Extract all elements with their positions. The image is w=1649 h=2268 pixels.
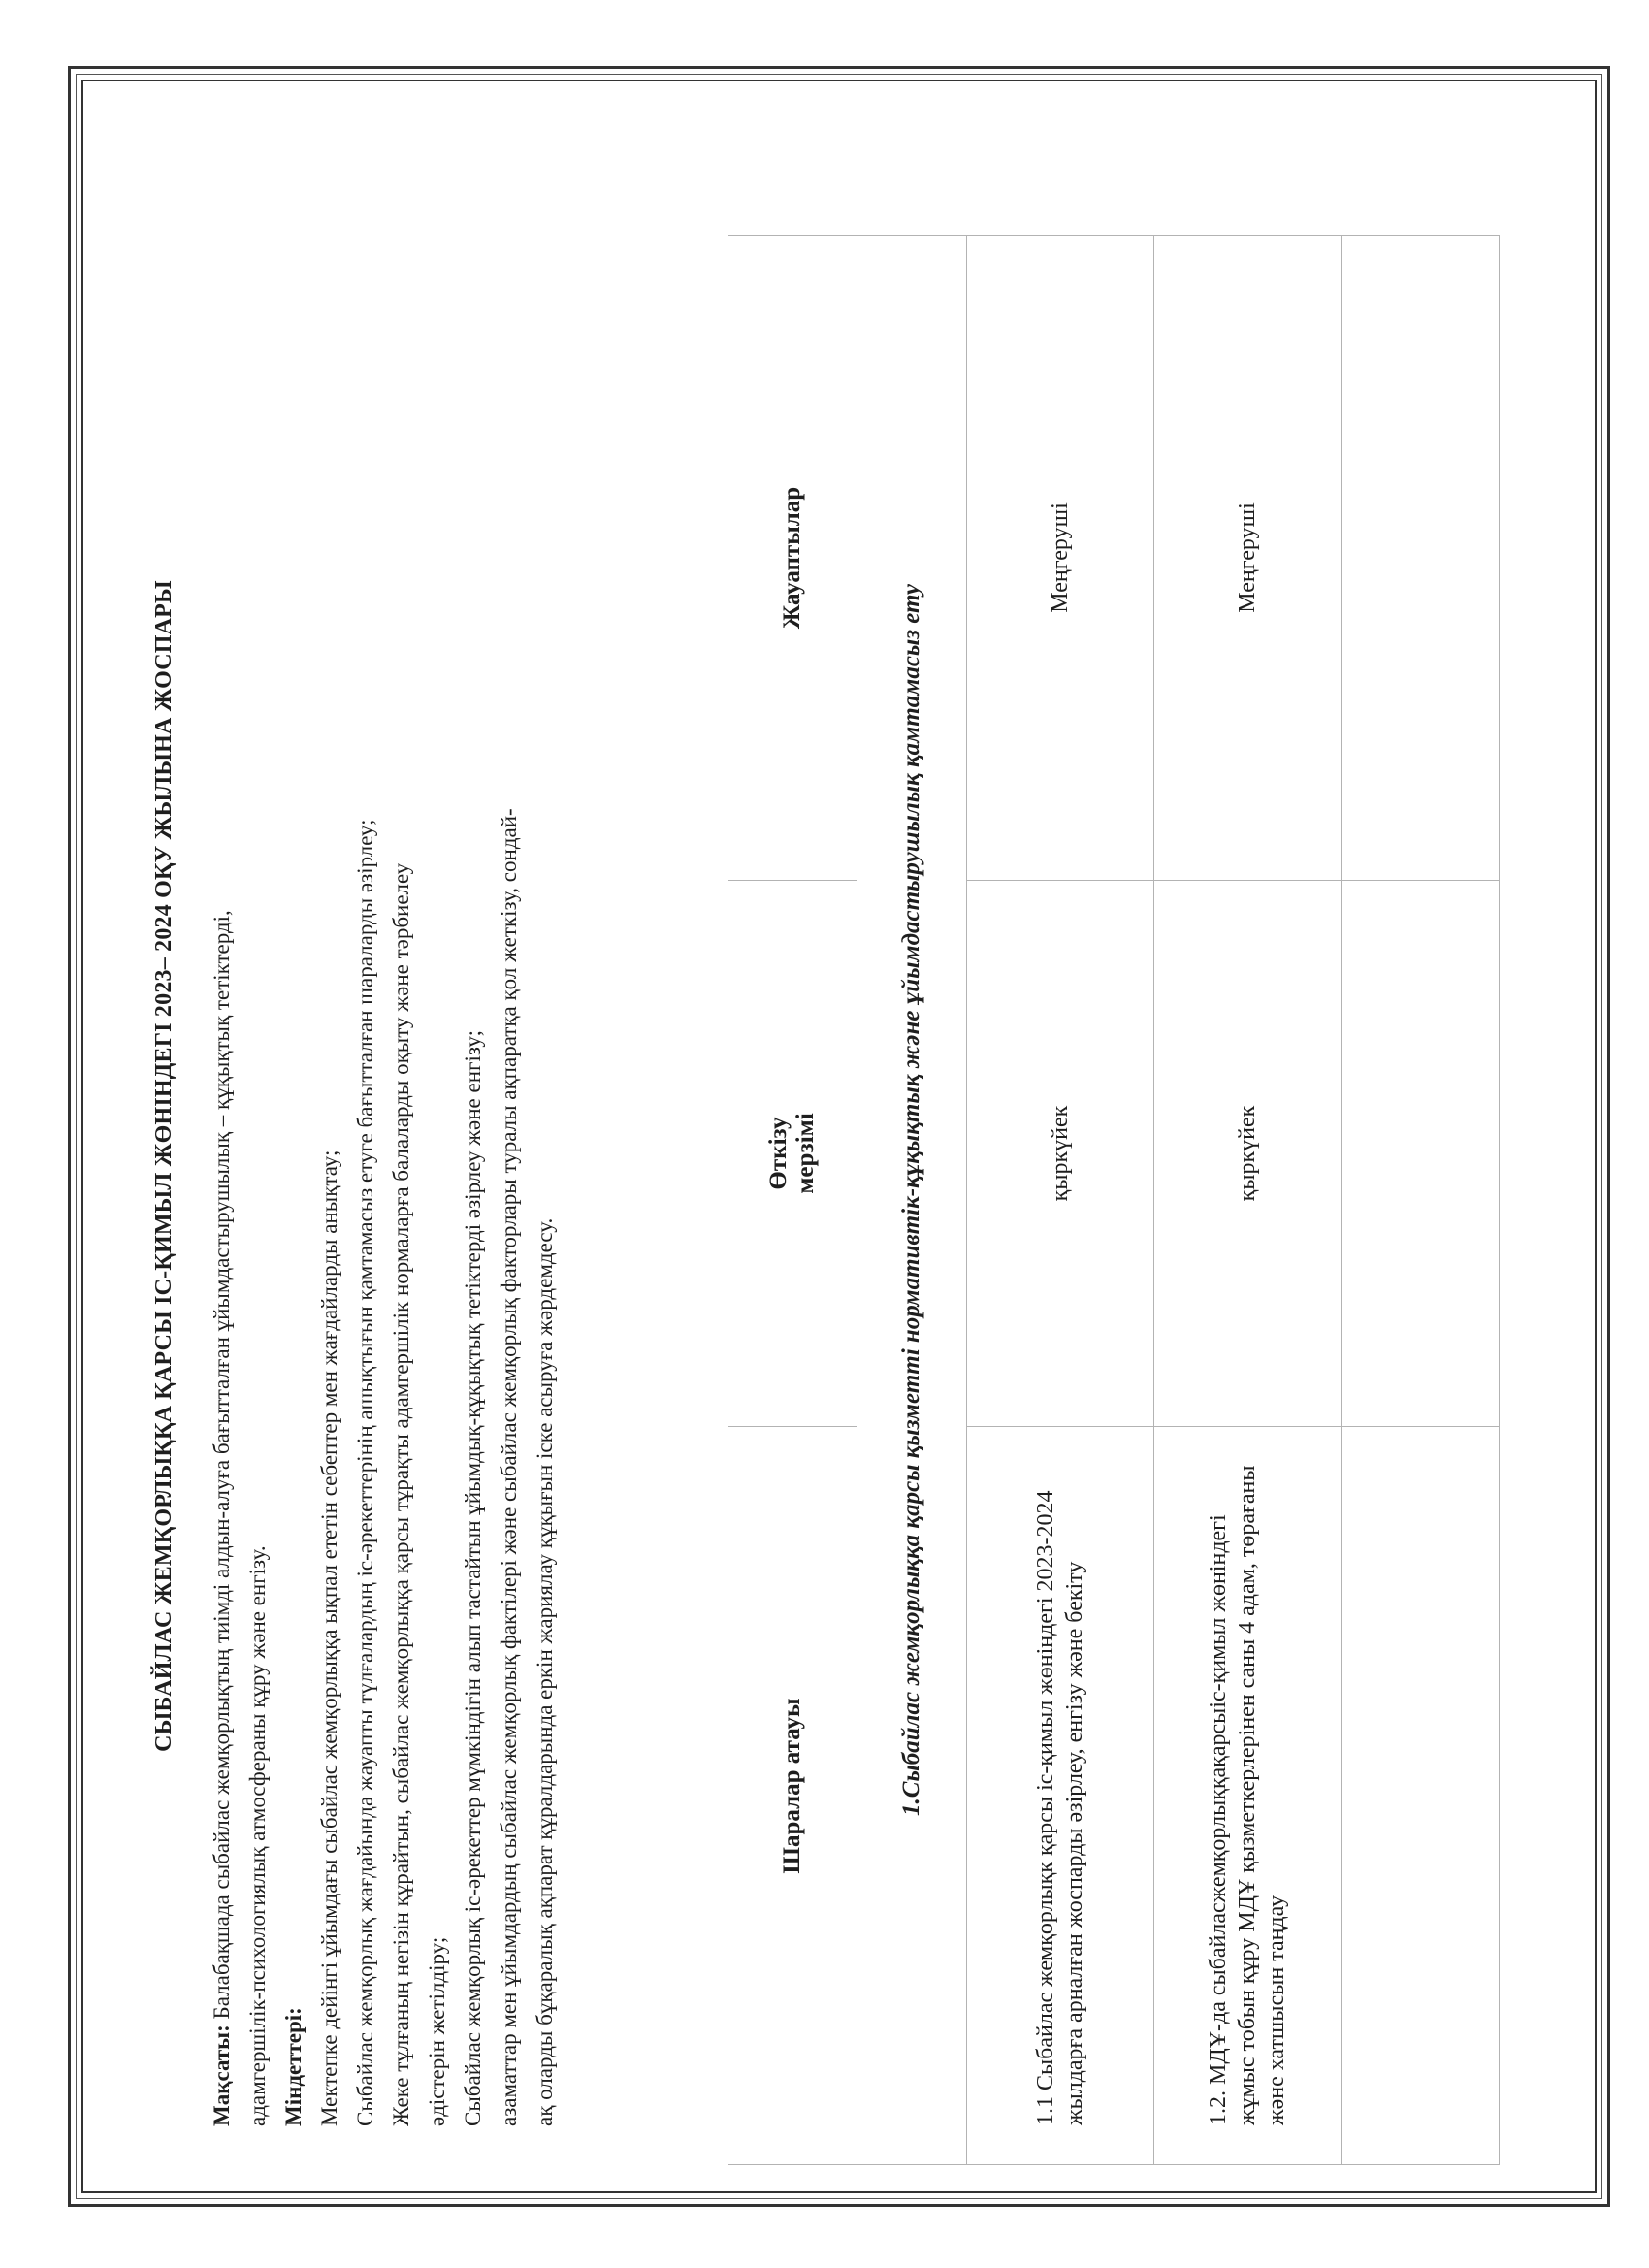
- document-title: СЫБАЙЛАС ЖЕМҚОРЛЫҚҚА ҚАРСЫ ІС-ҚИМЫЛ ЖӨНІНДЕГІ 2023– 2024 ОҚУ ЖЫЛЫНА ЖОСПАРЫ: [151, 580, 177, 1752]
- measure-name: 1.1 Сыбайлас жемқорлықк қарсы іс-қимыл жөніндегі 2023-2024 жылдарға арналған жоспарды әзірлеу, енгізу және бекіту: [967, 1427, 1154, 2165]
- goal-label: Мақсаты:: [210, 2025, 234, 2126]
- table-header-row: [728, 236, 857, 2165]
- header-deadline-text: Өткізу мерзімі: [765, 1113, 819, 1194]
- task-line: әдістерін жетілдіру;: [425, 1936, 449, 2126]
- goal-line-2: адамгершілік-психологиялық атмосфераны құру және енгізу.: [245, 1545, 270, 2126]
- table-row: [967, 236, 1154, 2165]
- measure-responsible: Меңгеруші: [1154, 236, 1342, 881]
- plan-table: [728, 235, 1500, 2165]
- section-title: 1.Сыбайлас жемқорлыққа қарсы қызметті нормативтік-құқықтық және ұйымдастырушылық қамтамасыз ету: [857, 236, 967, 2165]
- task-line: Сыбайлас жемқорлық іс-әрекеттер мүмкіндігін алып тастайтын ұйымдық-құқықтық тетіктерді әзірлеу және енгізу;: [461, 1029, 485, 2126]
- tasks-label: Міндеттері:: [281, 2007, 306, 2126]
- measure-date: қыркүйек: [967, 881, 1154, 1427]
- rotated-document-page: [134, 138, 1511, 2194]
- header-deadline: [728, 881, 857, 1427]
- table-row: [1154, 236, 1342, 2165]
- table-row-blank: [1342, 236, 1500, 2165]
- empty-cell: [1342, 881, 1500, 1427]
- goal-text-1: Балабақшада сыбайлас жемқорлықтың тиімді алдын-алуға бағытталған ұйымдастырушылық – құқықтық тетіктерді,: [210, 910, 234, 2025]
- task-line: Жеке тұлғаның негізін құрайтын, сыбайлас жемқорлыққа қарсы тұрақты адамгершілік нормаларға балаларды оқыту және тәрбиелеу: [389, 862, 413, 2126]
- measure-responsible: Меңгеруші: [967, 236, 1154, 881]
- measure-name: 1.2. МДҰ-да сыбайласжемқорлыққақарсыіс-қимыл жөніндегі жұмыс тобын құру МДҰ қызметкерлерінен саны 4 адам, төрағаны және хатшысын таңдау: [1154, 1427, 1342, 2165]
- header-responsible: Жауаптылар: [728, 236, 857, 881]
- tasks-heading: [275, 186, 311, 2126]
- task-line: азаматтар мен ұйымдардың сыбайлас жемқорлық фактілері және сыбайлас жемқорлық факторлары туралы ақпаратқа қол жеткізу, сондай-: [497, 808, 521, 2126]
- empty-cell: [1342, 1427, 1500, 2165]
- task-line: Сыбайлас жемқорлық жағдайында жауапты тұлғалардың іс-әрекеттерінің ашықтығын қамтамасыз етуге бағытталған шараларды әзірлеу;: [353, 819, 377, 2126]
- measure-date: қыркүйек: [1154, 881, 1342, 1427]
- task-line: Мектепке дейінгі ұйымдағы сыбайлас жемқорлыққа ықпал ететін себептер мен жағдайларды анықтау;: [317, 1150, 341, 2126]
- intro-section: [204, 186, 563, 2126]
- section-row: [857, 236, 967, 2165]
- task-line: ақ оларды бұқаралық ақпарат құралдарында еркін жариялау құқығын іске асыруға жәрдемдесу.: [533, 1217, 557, 2126]
- header-measures: Шаралар атауы: [728, 1427, 857, 2165]
- goal-line-1: [204, 186, 240, 2126]
- empty-cell: [1342, 236, 1500, 881]
